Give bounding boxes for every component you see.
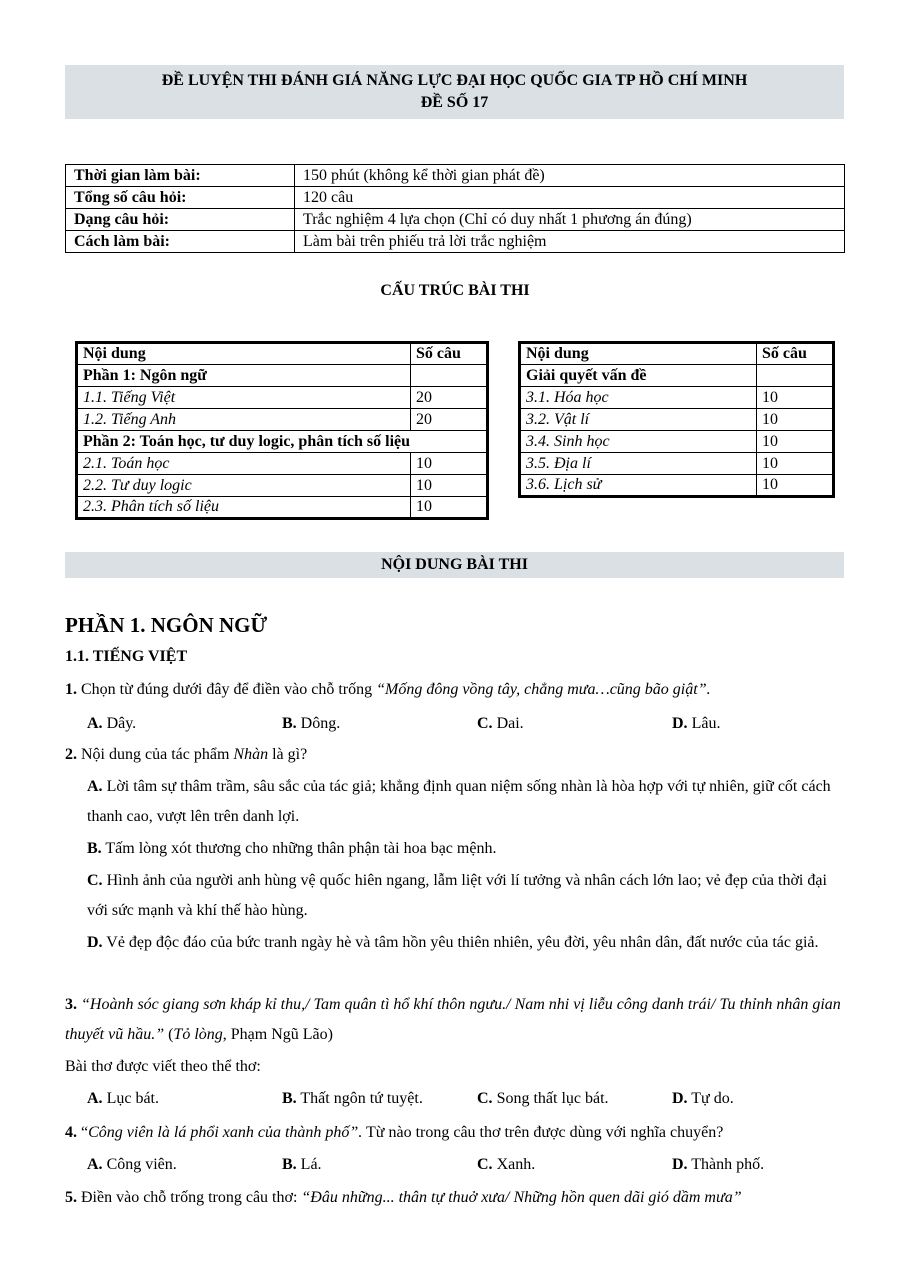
count-cell: 10: [411, 497, 488, 519]
table-cell: [411, 365, 488, 387]
table-row: [66, 209, 845, 231]
subject-cell: 3.5. Địa lí: [520, 453, 757, 475]
info-value: Làm bài trên phiếu trả lời trắc nghiệm: [295, 231, 845, 253]
content-heading: NỘI DUNG BÀI THI: [65, 552, 844, 578]
question-text: Từ nào trong câu thơ trên được dùng với nghĩa chuyển?: [362, 1124, 724, 1141]
table-row: [66, 231, 845, 253]
info-value: 120 câu: [295, 187, 845, 209]
subject-cell: 2.3. Phân tích số liệu: [77, 497, 411, 519]
question-number: 1.: [65, 681, 77, 698]
table-row: [520, 475, 834, 497]
question-4-options: [87, 1153, 845, 1177]
option-c[interactable]: C. Song thất lục bát.: [477, 1090, 609, 1107]
option-a[interactable]: A. Lục bát.: [87, 1090, 159, 1107]
table-row: [77, 409, 488, 431]
part-heading: Phần 1: Ngôn ngữ: [77, 365, 411, 387]
column-header: Nội dung: [520, 343, 757, 365]
exam-header: [65, 65, 844, 119]
exam-title: ĐỀ LUYỆN THI ĐÁNH GIÁ NĂNG LỰC ĐẠI HỌC QUỐC GIA TP HỒ CHÍ MINH: [161, 72, 748, 89]
question-1: [65, 675, 845, 705]
question-quote: “Đâu những... thân tự thuở xưa/ Những hồn quen dãi gió dầm mưa”: [301, 1189, 742, 1206]
question-number: 2.: [65, 746, 77, 763]
structure-table-right: [518, 341, 835, 498]
question-text: Điền vào chỗ trống trong câu thơ:: [77, 1189, 302, 1206]
table-row: [520, 365, 834, 387]
work-title: Tỏ lòng: [173, 1026, 223, 1043]
structure-table-left: [75, 341, 489, 520]
count-cell: 20: [411, 409, 488, 431]
table-row: [77, 453, 488, 475]
option-d[interactable]: D. Tự do.: [672, 1090, 734, 1107]
column-header: Số câu: [757, 343, 834, 365]
subject-cell: 3.4. Sinh học: [520, 431, 757, 453]
table-row: [520, 409, 834, 431]
subject-cell: 2.2. Tư duy logic: [77, 475, 411, 497]
count-cell: 20: [411, 387, 488, 409]
count-cell: 10: [411, 475, 488, 497]
info-key: Tổng số câu hỏi:: [66, 187, 295, 209]
option-b[interactable]: B. Thất ngôn tứ tuyệt.: [282, 1090, 423, 1107]
table-row: [66, 165, 845, 187]
subject-cell: 1.1. Tiếng Việt: [77, 387, 411, 409]
part-heading: Phần 2: Toán học, tư duy logic, phân tích số liệu: [77, 431, 488, 453]
info-value: Trắc nghiệm 4 lựa chọn (Chỉ có duy nhất 1 phương án đúng): [295, 209, 845, 231]
question-2: 2. Nội dung của tác phẩm Nhàn là gì?: [65, 746, 308, 763]
count-cell: 10: [757, 453, 834, 475]
table-row: [77, 431, 488, 453]
section-title: 1.1. TIẾNG VIỆT: [65, 648, 188, 665]
structure-title: CẤU TRÚC BÀI THI: [380, 282, 530, 299]
option-b[interactable]: B. Tấm lòng xót thương cho những thân phận tài hoa bạc mệnh.: [87, 840, 497, 857]
option-c[interactable]: C. Xanh.: [477, 1156, 536, 1173]
option-a[interactable]: A. Công viên.: [87, 1156, 177, 1173]
subject-cell: 3.6. Lịch sử: [520, 475, 757, 497]
option-b[interactable]: B. Dông.: [282, 715, 341, 732]
table-row: [77, 365, 488, 387]
info-key: Cách làm bài:: [66, 231, 295, 253]
count-cell: 10: [411, 453, 488, 475]
option-a[interactable]: A. Lời tâm sự thâm trầm, sâu sắc của tác giả; khẳng định quan niệm sống nhàn là hòa hợp với tự nhiên, giữ cốt cách thanh cao, vượt lên trên danh lợi.: [87, 778, 831, 825]
table-cell: [757, 365, 834, 387]
subject-cell: 2.1. Toán học: [77, 453, 411, 475]
table-row: [77, 387, 488, 409]
table-header-row: [77, 343, 488, 365]
question-5: [65, 1183, 845, 1213]
exam-number: ĐỀ SỐ 17: [420, 94, 489, 111]
question-prompt: Bài thơ được viết theo thể thơ:: [65, 1058, 261, 1075]
option-b[interactable]: B. Lá.: [282, 1156, 322, 1173]
question-number: 3.: [65, 996, 77, 1013]
table-row: [520, 453, 834, 475]
question-number: 4.: [65, 1124, 77, 1141]
question-number: 5.: [65, 1189, 77, 1206]
info-value: 150 phút (không kể thời gian phát đề): [295, 165, 845, 187]
option-d[interactable]: D. Lâu.: [672, 715, 721, 732]
table-row: [520, 387, 834, 409]
question-quote: Công viên là lá phổi xanh của thành phố”.: [88, 1124, 363, 1141]
table-row: [520, 431, 834, 453]
question-1-options: [87, 712, 845, 736]
part-title: PHẦN 1. NGÔN NGỮ: [65, 613, 268, 637]
table-row: [77, 497, 488, 519]
question-3-options: [87, 1087, 845, 1111]
option-d[interactable]: D. Thành phố.: [672, 1156, 765, 1173]
table-header-row: [520, 343, 834, 365]
subject-cell: 1.2. Tiếng Anh: [77, 409, 411, 431]
subject-cell: 3.2. Vật lí: [520, 409, 757, 431]
question-quote: “Hoành sóc giang sơn kháp kỉ thu,/ Tam quân tì hổ khí thôn ngưu./ Nam nhi vị liễu công danh trái/ Tu thỉnh nhân gian thuyết vũ hầu.”: [65, 996, 841, 1043]
column-header: Số câu: [411, 343, 488, 365]
question-3: 3. “Hoành sóc giang sơn kháp kỉ thu,/ Tam quân tì hổ khí thôn ngưu./ Nam nhi vị liễu công danh trái/ Tu thỉnh nhân gian thuyết vũ hầu.” (Tỏ lòng, Phạm Ngũ Lão): [65, 996, 841, 1043]
table-row: [66, 187, 845, 209]
count-cell: 10: [757, 475, 834, 497]
count-cell: 10: [757, 387, 834, 409]
info-key: Thời gian làm bài:: [66, 165, 295, 187]
exam-info-table: [65, 164, 845, 253]
subject-cell: 3.1. Hóa học: [520, 387, 757, 409]
question-quote: “Mống đông vồng tây, chẳng mưa…cũng bão giật”.: [376, 681, 711, 698]
table-row: [77, 475, 488, 497]
info-key: Dạng câu hỏi:: [66, 209, 295, 231]
question-4: 4. “Công viên là lá phổi xanh của thành phố”. Từ nào trong câu thơ trên được dùng với nghĩa chuyển?: [65, 1124, 724, 1141]
option-c[interactable]: C. Hình ảnh của người anh hùng vệ quốc hiên ngang, lẫm liệt với lí tưởng và nhân cách lớn lao; vẻ đẹp của thời đại với sức mạnh và khí thế hào hùng.: [87, 872, 827, 919]
part-heading: Giải quyết vấn đề: [520, 365, 757, 387]
count-cell: 10: [757, 431, 834, 453]
count-cell: 10: [757, 409, 834, 431]
option-a[interactable]: A. Dây.: [87, 715, 137, 732]
column-header: Nội dung: [77, 343, 411, 365]
option-d[interactable]: D. Vẻ đẹp độc đáo của bức tranh ngày hè và tâm hồn yêu thiên nhiên, yêu đời, yêu nhân dân, đất nước của tác giả.: [87, 934, 819, 951]
work-title: Nhàn: [233, 746, 269, 763]
question-text: Chọn từ đúng dưới đây để điền vào chỗ trống: [77, 681, 377, 698]
option-c[interactable]: C. Dai.: [477, 715, 524, 732]
